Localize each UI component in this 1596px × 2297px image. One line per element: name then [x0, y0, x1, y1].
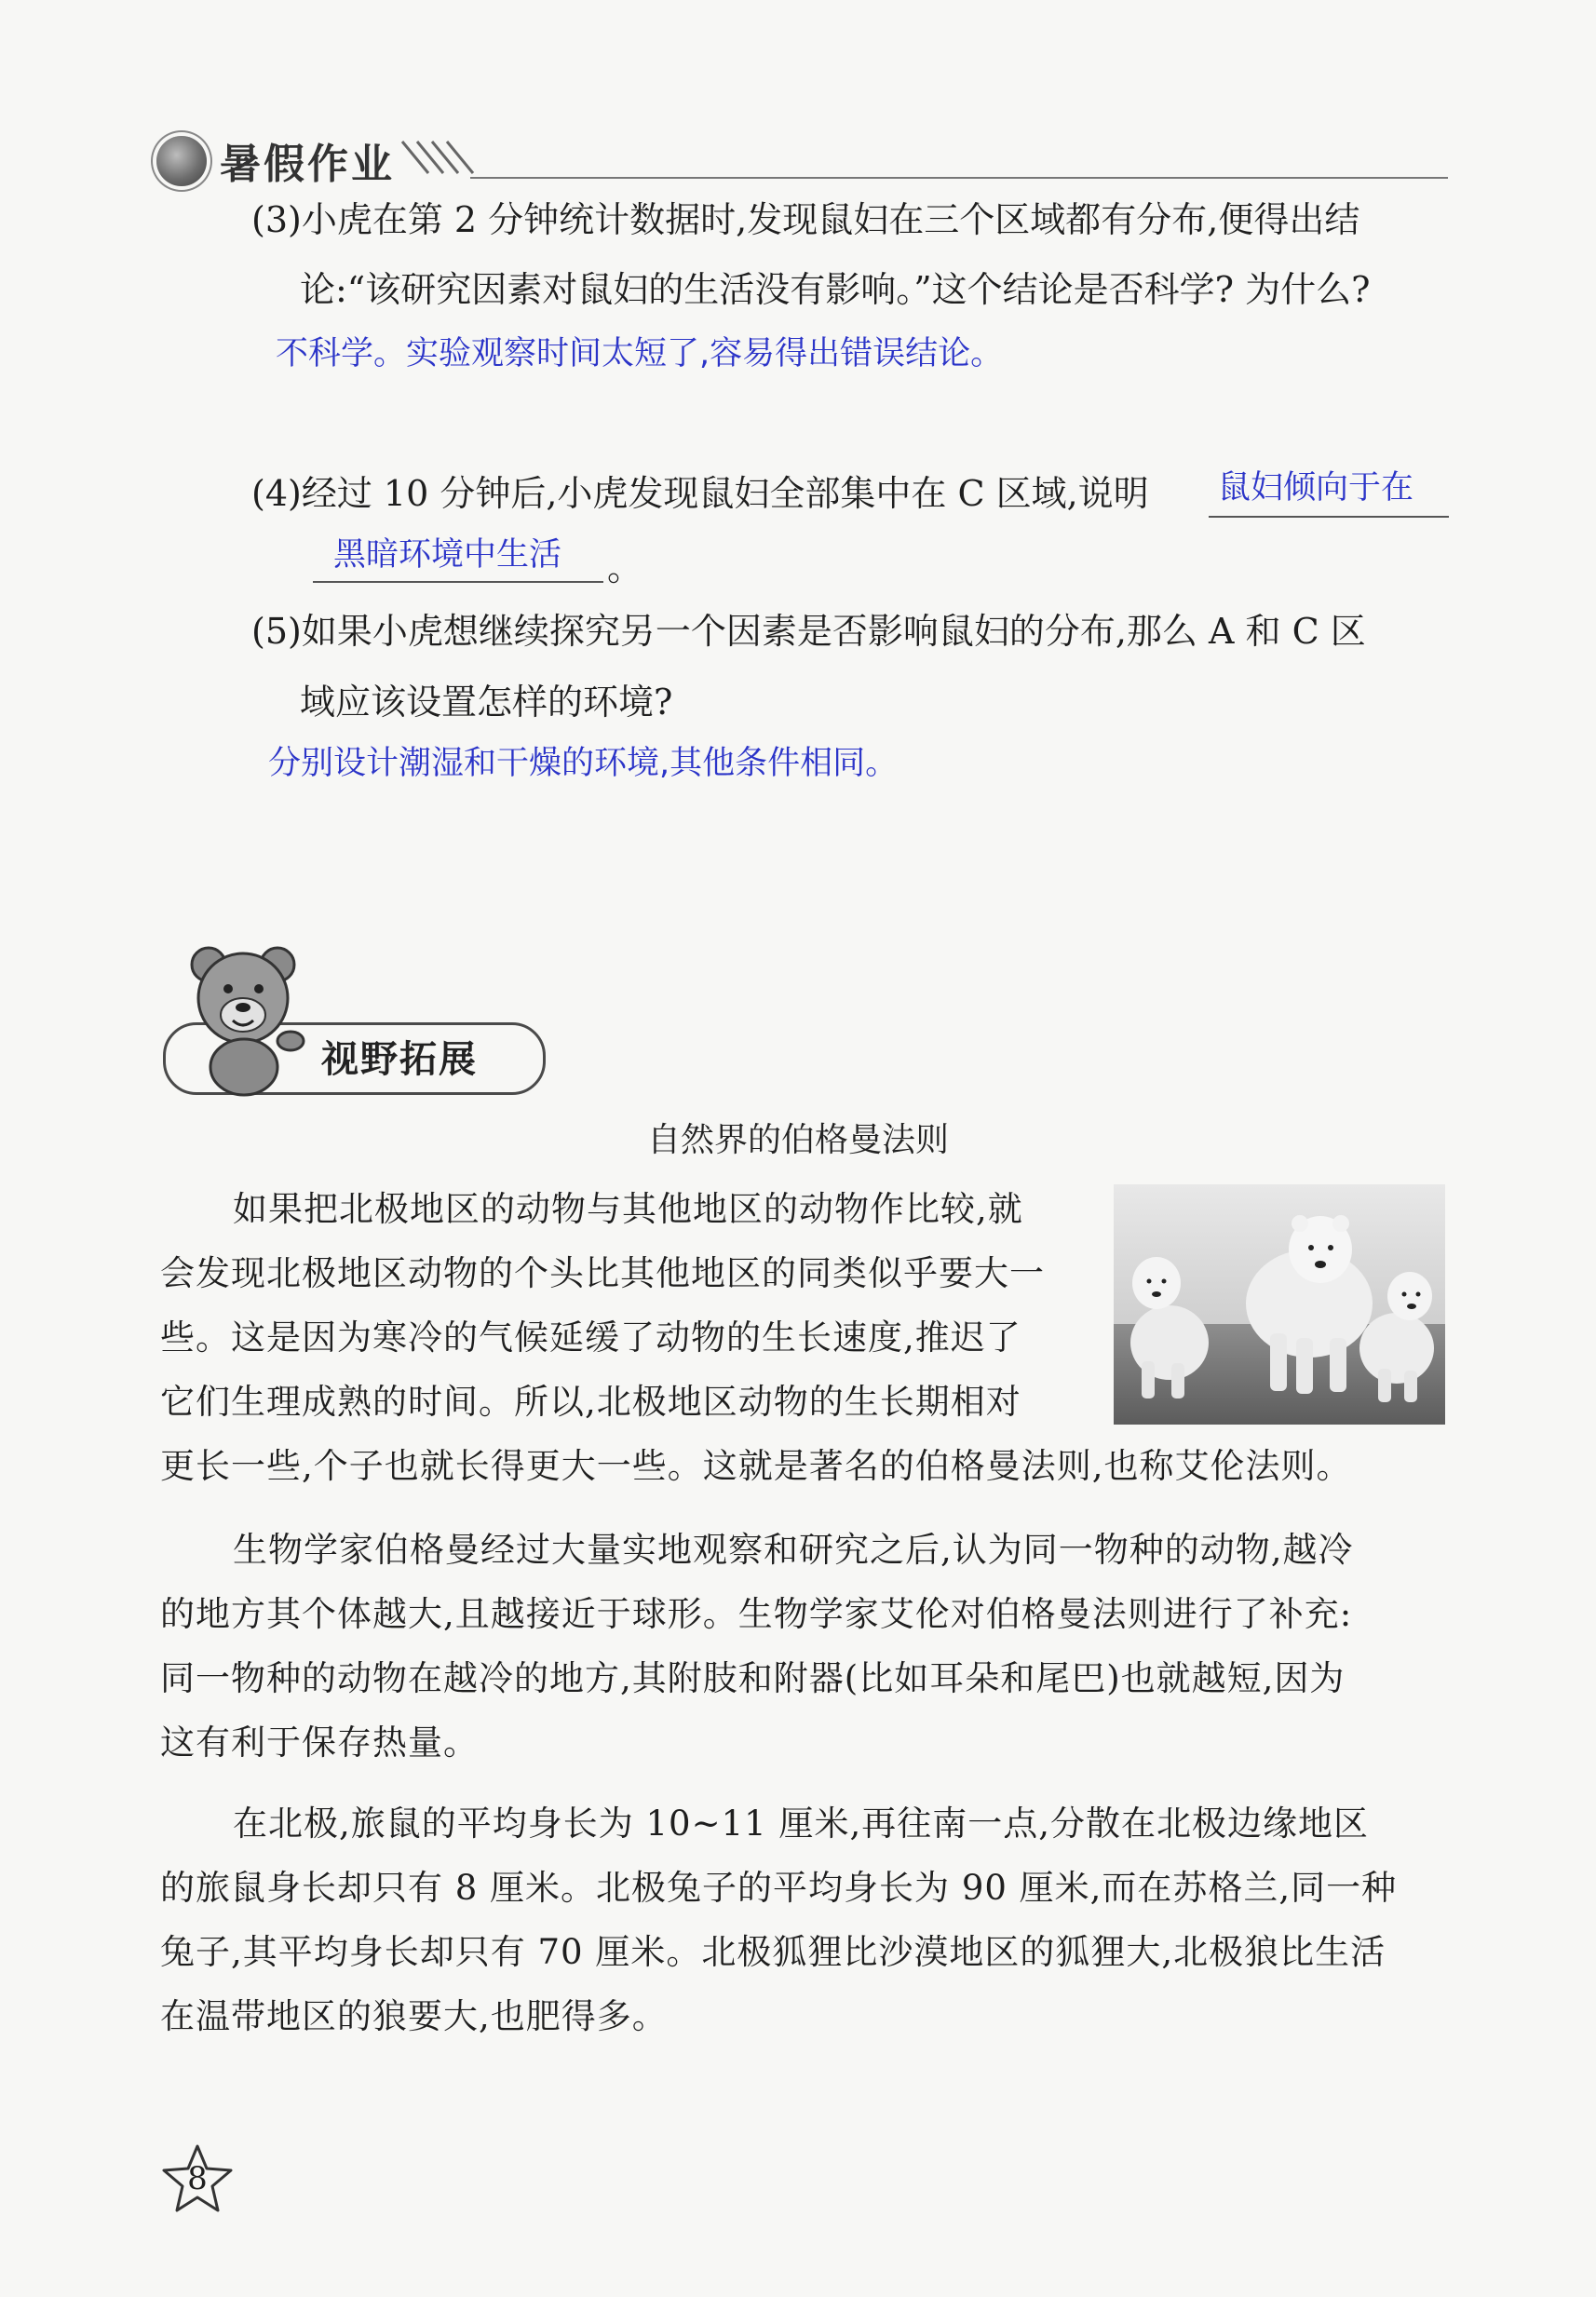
section-badge-label: 视野拓展: [321, 1038, 478, 1081]
article-p3-line-1: 在北极,旅鼠的平均身长为 10~11 厘米,再往南一点,分散在北极边缘地区: [233, 1804, 1369, 1844]
header-title: 暑假作业: [220, 141, 395, 188]
article-p3-line-2: 的旅鼠身长却只有 8 厘米。北极兔子的平均身长为 90 厘米,而在苏格兰,同一种: [160, 1868, 1398, 1908]
article-p2-line-3: 同一物种的动物在越冷的地方,其附肢和附器(比如耳朵和尾巴)也就越短,因为: [160, 1658, 1346, 1698]
q4-end: 。: [607, 547, 643, 588]
article-title: 自然界的伯格曼法则: [646, 1121, 949, 1159]
article-p2-line-4: 这有利于保存热量。: [160, 1723, 479, 1763]
article-p1-line-3: 些。这是因为寒冷的气候延缓了动物的生长速度,推迟了: [160, 1317, 1021, 1358]
article-p1-line-2: 会发现北极地区动物的个头比其他地区的同类似乎要大一: [160, 1253, 1045, 1293]
polar-bears-photo: [1114, 1184, 1445, 1425]
q3-line-1: (3)小虎在第 2 分钟统计数据时,发现鼠妇在三个区域都有分布,便得出结: [251, 199, 1360, 240]
article-p1-line-1: 如果把北极地区的动物与其他地区的动物作比较,就: [233, 1189, 1023, 1229]
header-bullet-icon: [156, 136, 207, 186]
q5-line-1: (5)如果小虎想继续探究另一个因素是否影响鼠妇的分布,那么 A 和 C 区: [251, 611, 1366, 652]
q5-line-2: 域应该设置怎样的环境?: [300, 682, 673, 723]
q3-line-2: 论:“该研究因素对鼠妇的生活没有影响。”这个结论是否科学? 为什么?: [300, 269, 1371, 310]
article-p3-line-4: 在温带地区的狼要大,也肥得多。: [160, 1996, 668, 2036]
article-p1-line-4: 它们生理成熟的时间。所以,北极地区动物的生长期相对: [160, 1382, 1021, 1422]
page-number: 8: [187, 2160, 208, 2197]
q3-answer: 不科学。实验观察时间太短了,容易得出错误结论。: [276, 335, 1004, 372]
q4-answer-1: 鼠妇倾向于在: [1218, 469, 1414, 507]
article-p2-line-2: 的地方其个体越大,且越接近于球形。生物学家艾伦对伯格曼法则进行了补充:: [160, 1594, 1353, 1634]
article-p1-line-5: 更长一些,个子也就长得更大一些。这就是著名的伯格曼法则,也称艾伦法则。: [160, 1446, 1352, 1486]
article-p2-line-1: 生物学家伯格曼经过大量实地观察和研究之后,认为同一物种的动物,越冷: [233, 1530, 1354, 1570]
bear-mascot-icon: [177, 940, 312, 1099]
q4-text: (4)经过 10 分钟后,小虎发现鼠妇全部集中在 C 区域,说明: [251, 473, 1149, 514]
header-stripes-icon: [400, 138, 475, 175]
article-p3-line-3: 兔子,其平均身长却只有 70 厘米。北极狐狸比沙漠地区的狐狸大,北极狼比生活: [160, 1932, 1386, 1972]
q5-answer: 分别设计潮湿和干燥的环境,其他条件相同。: [268, 745, 899, 782]
q4-answer-2: 黑暗环境中生活: [333, 536, 562, 574]
header-rule: [470, 177, 1448, 179]
